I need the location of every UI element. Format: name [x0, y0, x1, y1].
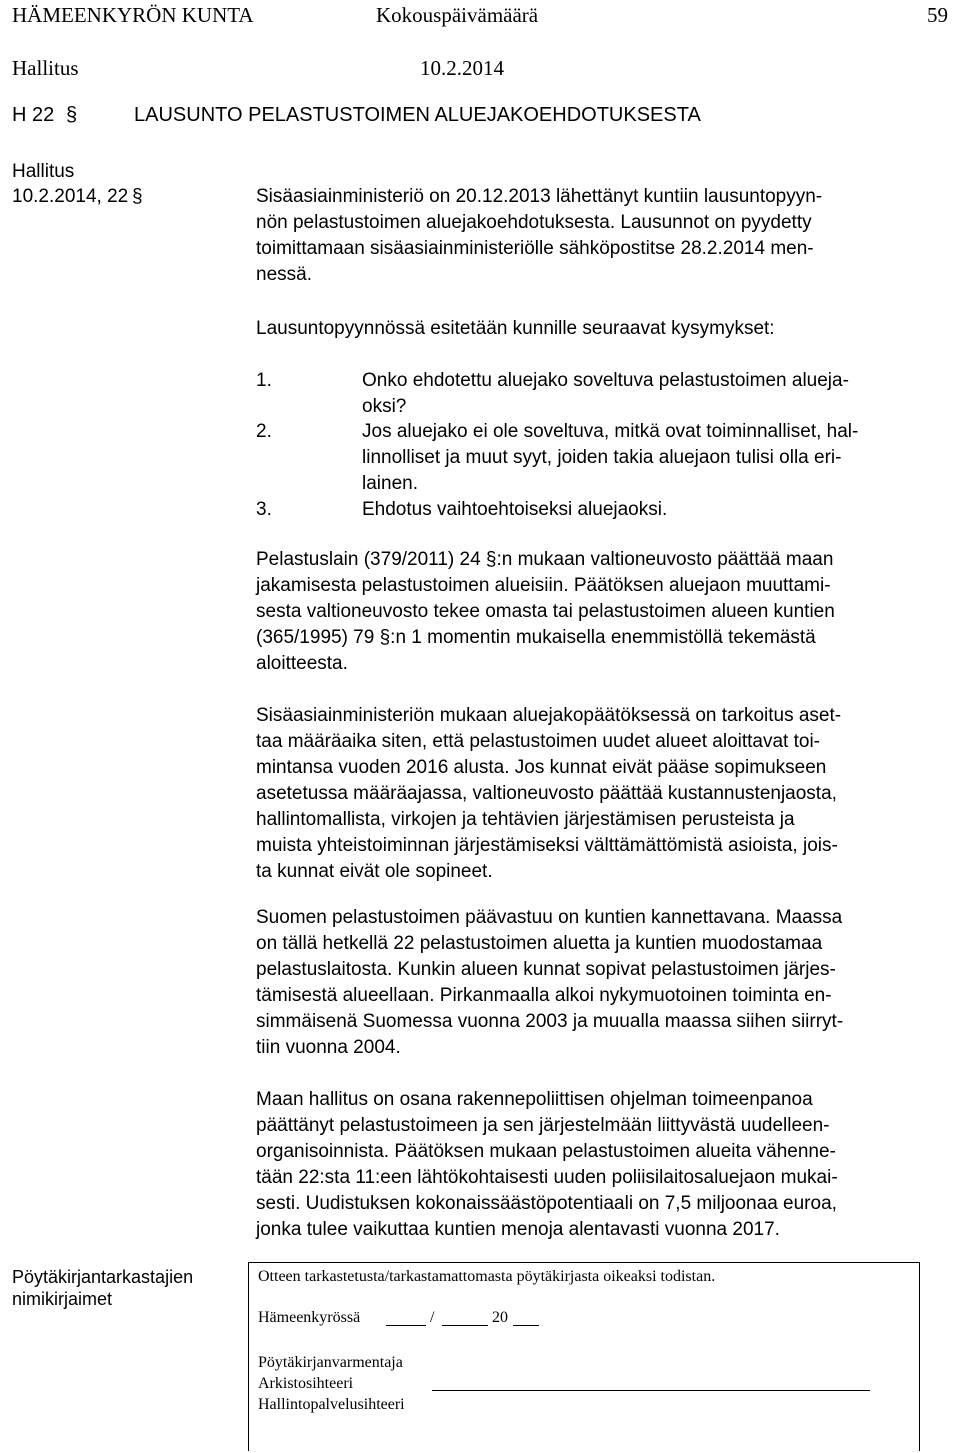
- text-line: asetetussa määräajassa, valtioneuvosto päättää kustannustenjaosta,: [256, 783, 837, 804]
- footer-slash: /: [430, 1309, 435, 1326]
- document-type: Kokouspäivämäärä: [376, 3, 539, 27]
- text-line: Suomen pelastustoimen päävastuu on kuntien kannettavana. Maassa: [256, 907, 843, 928]
- text-line: mintansa vuoden 2016 alusta. Jos kunnat eivät pääse sopimukseen: [256, 757, 827, 778]
- meeting-body: Hallitus: [12, 161, 75, 182]
- question-text: [362, 368, 849, 420]
- text-line: organisoinnista. Päätöksen mukaan pelastustoimen alueita vähenne-: [256, 1141, 836, 1162]
- question-number: 2.: [256, 421, 272, 442]
- text-line: toimittamaan sisäasiainministeriölle sähköpostitse 28.2.2014 men-: [256, 238, 814, 259]
- month-blank-line: [442, 1325, 488, 1326]
- section-title: LAUSUNTO PELASTUSTOIMEN ALUEJAKOEHDOTUKSESTA: [134, 104, 701, 126]
- footer-initials-line: Pöytäkirjantarkastajien: [12, 1267, 194, 1287]
- text-line: Jos aluejako ei ole soveltuva, mitkä ovat toiminnalliset, hal-: [362, 421, 859, 442]
- text-line: tiin vuonna 2004.: [256, 1037, 401, 1058]
- text-line: Ehdotus vaihtoehtoiseksi aluejaoksi.: [362, 499, 668, 520]
- municipality-name: HÄMEENKYRÖN KUNTA: [12, 3, 254, 27]
- text-line: taa määräaika siten, että pelastustoimen uudet alueet aloittavat toi-: [256, 731, 821, 752]
- text-line: päättänyt pelastustoimeen ja sen järjestelmään liittyvästä uudelleen-: [256, 1115, 830, 1136]
- text-line: jakamisesta pelastustoimen alueisiin. Päätöksen aluejaon muuttami-: [256, 575, 831, 596]
- ministry-paragraph: [256, 703, 841, 885]
- text-line: Pelastuslain (379/2011) 24 §:n mukaan valtioneuvosto päättää maan: [256, 549, 834, 570]
- text-line: tämisestä alueellaan. Pirkanmaalla alkoi nykymuotoinen toiminta en-: [256, 985, 832, 1006]
- footer-role-archive: Arkistosihteeri: [258, 1375, 354, 1392]
- day-blank-line: [386, 1325, 426, 1326]
- section-number: H 22: [12, 104, 55, 126]
- footer-initials-line: nimikirjaimet: [12, 1289, 113, 1309]
- text-line: ta kunnat eivät ole sopineet.: [256, 861, 493, 882]
- text-line: Onko ehdotettu aluejako soveltuva pelastustoimen alueja-: [362, 370, 849, 391]
- footer-place: Hämeenkyrössä: [258, 1309, 361, 1326]
- text-line: lainen.: [362, 473, 418, 494]
- question-number: 3.: [256, 499, 272, 520]
- text-line: sesta valtioneuvosto tekee omasta tai pelastustoimen alueen kuntien: [256, 601, 835, 622]
- text-line: tään 22:sta 11:een lähtökohtaisesti uuden poliisilaitosaluejaon mukai-: [256, 1167, 838, 1188]
- page-number: 59: [927, 3, 948, 27]
- text-line: (365/1995) 79 §:n 1 momentin mukaisella enemmistöllä tekemästä: [256, 627, 816, 648]
- footer-initials-label: [12, 1266, 193, 1310]
- text-line: oksi?: [362, 396, 407, 417]
- questions-intro: Lausuntopyynnössä esitetään kunnille seuraavat kysymykset:: [256, 318, 775, 339]
- text-line: Maan hallitus on osana rakennepoliittisen ohjelman toimeenpanoa: [256, 1089, 813, 1110]
- question-number: 1.: [256, 370, 272, 391]
- text-line: jonka tulee vaikuttaa kuntien menoja alentavasti vuonna 2017.: [256, 1219, 780, 1240]
- question-text: [362, 419, 858, 497]
- meeting-paragraph-sign: §: [132, 186, 143, 207]
- intro-paragraph: [256, 184, 822, 288]
- text-line: Sisäasiainministeriön mukaan aluejakopäätöksessä on tarkoitus aset-: [256, 705, 842, 726]
- header-date: 10.2.2014: [420, 56, 504, 80]
- section-paragraph-sign: §: [66, 104, 78, 126]
- text-line: hallintomallista, virkojen ja tehtävien järjestämisen perusteista ja: [256, 809, 795, 830]
- text-line: Sisäasiainministeriö on 20.12.2013 lähettänyt kuntiin lausuntopyyn-: [256, 186, 823, 207]
- year-blank-line: [513, 1325, 539, 1326]
- text-line: muista yhteistoiminnan järjestämiseksi välttämättömistä asioista, jois-: [256, 835, 838, 856]
- finland-paragraph: [256, 905, 843, 1061]
- text-line: simmäisenä Suomessa vuonna 2003 ja muualla maassa siihen siirryt-: [256, 1011, 844, 1032]
- signature-line: [432, 1390, 870, 1391]
- text-line: pelastuslaitosta. Kunkin alueen kunnat sopivat pelastustoimen järjes-: [256, 959, 836, 980]
- header-body: Hallitus: [12, 56, 79, 80]
- text-line: nön pelastustoimen aluejakoehdotuksesta. Lausunnot on pyydetty: [256, 212, 812, 233]
- text-line: sesti. Uudistuksen kokonaissäästöpotentiaali on 7,5 miljoonaa euroa,: [256, 1193, 837, 1214]
- footer-year-prefix: 20: [492, 1309, 508, 1326]
- footer-certification-text: Otteen tarkastetusta/tarkastamattomasta pöytäkirjasta oikeaksi todistan.: [258, 1268, 716, 1285]
- question-text: [362, 497, 667, 523]
- footer-role-admin: Hallintopalvelusihteeri: [258, 1396, 405, 1413]
- text-line: nessä.: [256, 264, 312, 285]
- government-paragraph: [256, 1087, 838, 1243]
- text-line: aloitteesta.: [256, 653, 348, 674]
- footer-verifier-label: Pöytäkirjanvarmentaja: [258, 1354, 403, 1371]
- text-line: linnolliset ja muut syyt, joiden takia aluejaon tulisi olla eri-: [362, 447, 842, 468]
- meeting-date: 10.2.2014, 22: [12, 186, 129, 207]
- text-line: on tällä hetkellä 22 pelastustoimen aluetta ja kuntien muodostamaa: [256, 933, 823, 954]
- law-paragraph: [256, 547, 835, 677]
